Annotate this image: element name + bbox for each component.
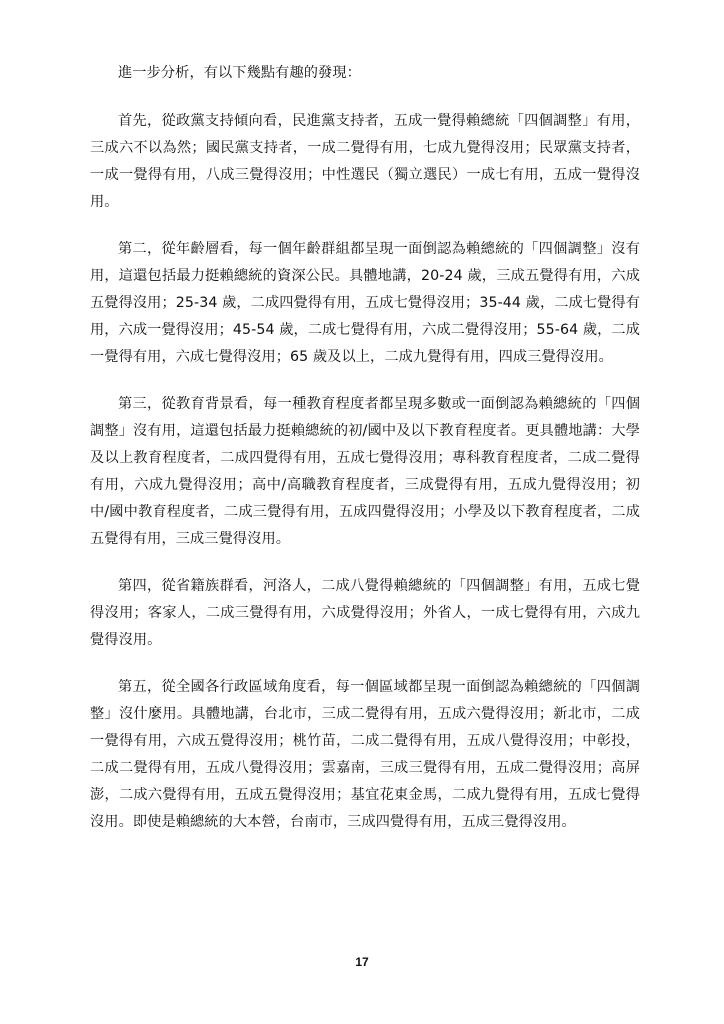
paragraph-education: 第三，從教育背景看，每一種教育程度者都呈現多數或一面倒認為賴總統的「四個調整」沒有用，這還包括最力挺賴總統的初/國中及以下教育程度者。更具體地講：大學及以上教育程度者，二成四覺得有用，五成七覺得沒用；專科教育程度者，二成二覺得有用，六成九覺得沒用；高中/高職教育程度者，三成覺得有用，五成九覺得沒用；初中/國中教育程度者，二成三覺得有用，五成四覺得沒用；小學及以下教育程度者，二成五覺得有用，三成三覺得沒用。 xyxy=(90,396,640,547)
paragraph-age-group: 第二，從年齡層看，每一個年齡群組都呈現一面倒認為賴總統的「四個調整」沒有用，這還包括最力挺賴總統的資深公民。具體地講，20-24 歲，三成五覺得有用，六成五覺得沒用；25-34 歲，二成四覺得有用，五成七覺得沒用；35-44 歲，二成七覺得有用，六成一覺得沒用；45-54 歲，二成七覺得有用，六成二覺得沒用；55-64 歲，二成一覺得有用，六成七覺得沒用；65 歲及以上，二成九覺得有用，四成三覺得沒用。 xyxy=(90,241,640,365)
paragraph-ethnicity: 第四，從省籍族群看，河洛人，二成八覺得賴總統的「四個調整」有用，五成七覺得沒用；客家人，二成三覺得有用，六成覺得沒用；外省人，一成七覺得有用，六成九覺得沒用。 xyxy=(90,578,640,648)
document-body xyxy=(90,60,640,856)
page-number: 17 xyxy=(355,955,369,969)
paragraph-party-support: 首先，從政黨支持傾向看，民進黨支持者，五成一覺得賴總統「四個調整」有用，三成六不以為然；國民黨支持者，一成二覺得有用，七成九覺得沒用；民眾黨支持者，一成一覺得有用，八成三覺得沒用；中性選民（獨立選民）一成七有用，五成一覺得沒用。 xyxy=(90,113,640,210)
paragraph-region: 第五，從全國各行政區域角度看，每一個區域都呈現一面倒認為賴總統的「四個調整」沒什麼用。具體地講，台北市，三成二覺得有用，五成六覺得沒用；新北市，二成一覺得有用，六成五覺得沒用；桃竹苗，二成二覺得有用，五成八覺得沒用；中彰投，二成二覺得有用，五成八覺得沒用；雲嘉南，三成三覺得有用，五成二覺得沒用；高屏澎，二成六覺得有用，五成五覺得沒用；基宜花東金馬，二成九覺得有用，五成七覺得沒用。即使是賴總統的大本營，台南市，三成四覺得有用，五成三覺得沒用。 xyxy=(90,679,640,830)
intro-paragraph: 進一步分析，有以下幾點有趣的發現： xyxy=(118,65,361,81)
